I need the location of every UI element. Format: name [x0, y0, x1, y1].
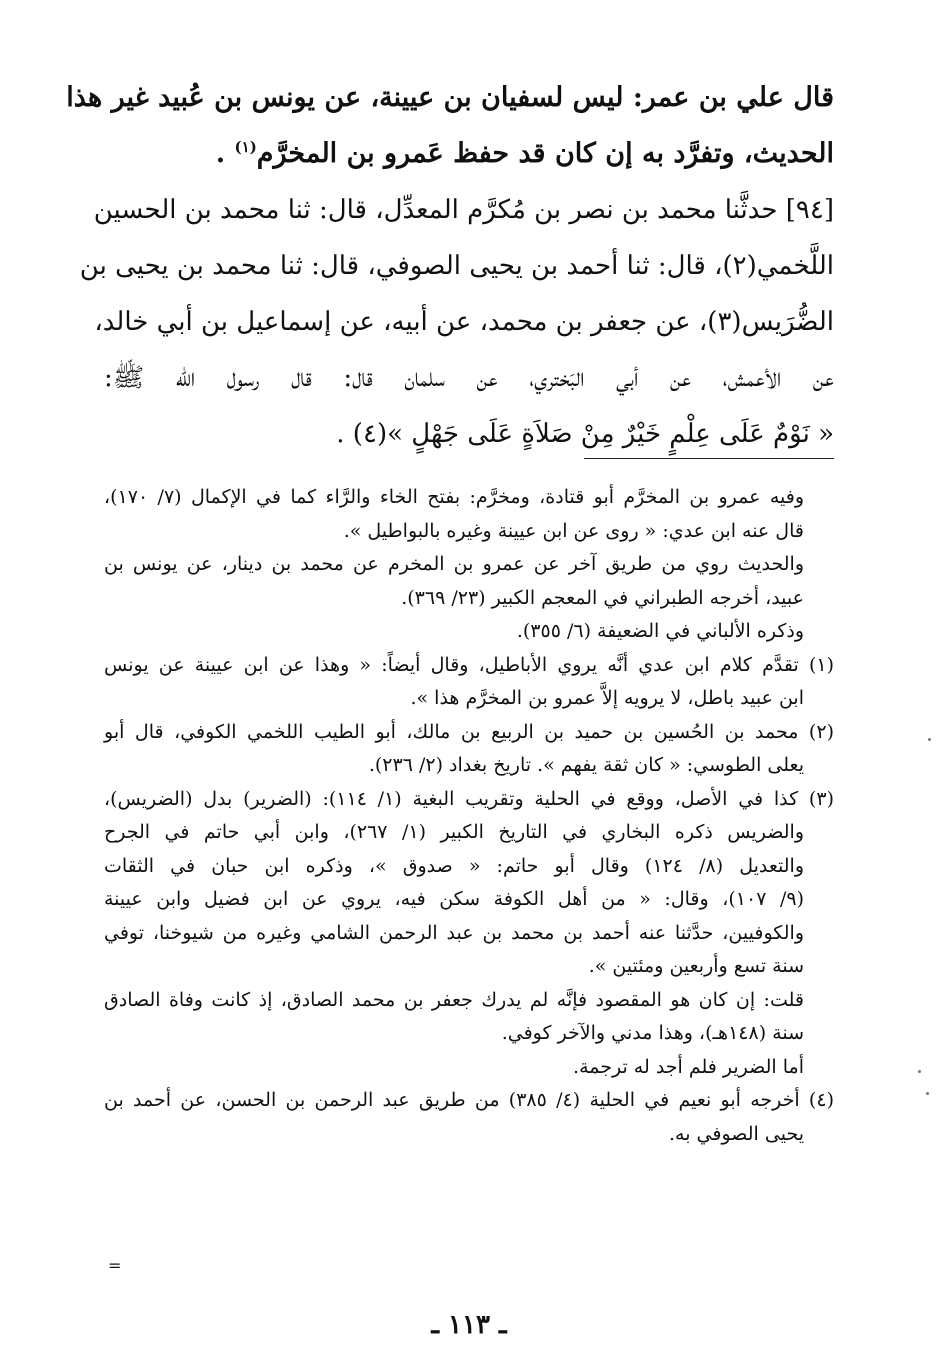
bold-line-2-text: الحديث، وتفرَّد به إن كان قد حفظ عَمرو بن المخرَّم [256, 138, 834, 169]
footnote-line-2: قال عنه ابن عدي: « روى عن ابن عيينة وغيره بالبواطيل ». [343, 519, 804, 542]
scan-speck [928, 738, 931, 741]
hadith-line-1: [٩٤] حدثَّنا محمد بن نصر بن مُكرَّم المعدِّل، قال: ثنا محمد بن الحسين [93, 195, 834, 225]
footnote-line-8: (٢) محمد بن الحُسين بن حميد بن الربيع بن مالك، أبو الطيب اللخمي الكوفي، قال أبو [104, 720, 834, 743]
footnote-line-14: والكوفيين، حدَّثنا عنه أحمد بن محمد بن عبد الرحمن الشامي وغيره من شيوخنا، توفي [104, 921, 804, 944]
scan-speck [926, 1092, 929, 1095]
footnote-line-5: وذكره الألباني في الضعيفة (٦/ ٣٥٥). [516, 620, 804, 642]
equals-mark: = [108, 1256, 122, 1275]
footnote-line-6: (١) تقدَّم كلام ابن عدي أنَّه يروي الأباطيل، وقال أيضاً: « وهذا عن ابن عيينة عن يونس [104, 653, 834, 676]
footnote-line-1: وفيه عمرو بن المخرَّم أبو قتادة، ومخرَّم: بفتح الخاء والرَّاء كما في الإكمال (٧/ ١٧٠)، [104, 486, 804, 508]
footnote-line-12: والتعديل (٨/ ١٢٤) وقال أبو حاتم: « صدوق »، وذكره ابن حبان في الثقات [104, 854, 804, 877]
footnote-line-15: سنة تسع وأربعين ومئتين ». [588, 955, 804, 977]
footnote-ref-1: (١) [234, 138, 257, 156]
footnote-line-10: (٣) كذا في الأصل، ووقع في الحلية وتقريب البغية (١/ ١١٤): (الضرير) بدل (الضريس)، [104, 787, 834, 810]
hadith-paragraph [79, 182, 834, 462]
footnote-line-20: يحيى الصوفي به. [669, 1122, 804, 1145]
page-number: ـ ١١٣ ـ [431, 1310, 507, 1340]
bold-line-1: قال علي بن عمر: ليس لسفيان بن عيينة، عن يونس بن عُبيد غير هذا [66, 82, 834, 113]
footnote-line-18: أما الضرير فلم أجد له ترجمة. [573, 1055, 804, 1078]
footnote-divider [584, 458, 834, 459]
bold-line-end: . [215, 138, 226, 169]
footnote-line-4: عبيد، أخرجه الطبراني في المعجم الكبير (٢٣/ ٣٦٩). [401, 586, 804, 609]
footnote-line-9: يعلى الطوسي: « كان ثقة يفهم ». تاريخ بغداد (٢/ ٢٣٦). [368, 754, 804, 776]
footnote-line-7: ابن عبيد باطل، لا يرويه إلاَّ عمرو بن المخرَّم هذا ». [410, 687, 804, 709]
scan-speck [918, 1070, 921, 1073]
bold-line-2 [104, 126, 834, 182]
bold-paragraph [66, 70, 834, 182]
footnote-line-16: قلت: إن كان هو المقصود فإنَّه لم يدرك جعفر بن محمد الصادق، إذ كانت وفاة الصادق [104, 988, 804, 1011]
footnote-line-13: (٩/ ١٠٧)، وقال: « من أهل الكوفة سكن فيه، يروي عن ابن فضيل وابن عيينة [104, 888, 804, 910]
hadith-line-3: الضُّرَيس(٣)، عن جعفر بن محمد، عن أبيه، عن إسماعيل بن أبي خالد، [94, 307, 834, 337]
footnote-line-3: والحديث روي من طريق آخر عن عمرو بن المخرم عن محمد بن دينار، عن يونس بن [104, 553, 804, 575]
footnote-line-17: سنة (١٤٨هـ)، وهذا مدني والآخر كوفي. [501, 1022, 804, 1044]
hadith-line-5: « نَوْمٌ عَلَى عِلْمٍ خَيْرٌ مِنْ صَلاَةٍ عَلَى جَهْلٍ »(٤) . [336, 419, 834, 449]
footnote-line-11: والضريس ذكره البخاري في التاريخ الكبير (١/ ٢٦٧)، وابن أبي حاتم في الجرح [104, 821, 804, 843]
hadith-line-2: اللَّخمي(٢)، قال: ثنا أحمد بن يحيى الصوفي، قال: ثنا محمد بن يحيى بن [79, 251, 834, 281]
hadith-line-4: عن الأعمش، عن أبي البَختري، عن سلمان قال: قال رسول الله ﷺ: [104, 363, 834, 393]
footnotes [104, 481, 834, 1151]
footnote-line-19: (٤) أخرجه أبو نعيم في الحلية (٤/ ٣٨٥) من طريق عبد الرحمن بن الحسن، عن أحمد بن [104, 1089, 834, 1111]
